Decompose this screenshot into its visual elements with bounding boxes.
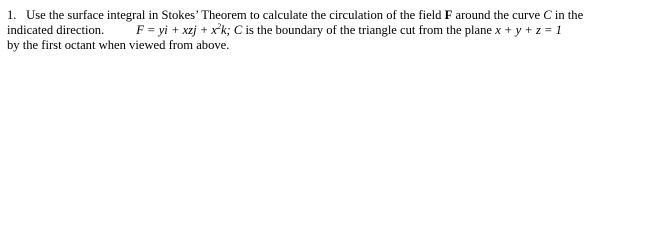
field-formula-end: k; C (220, 23, 243, 37)
problem-line-1 (7, 8, 643, 23)
field-formula (136, 23, 242, 37)
plane-equation: x + y + z = 1 (495, 23, 562, 37)
problem-intro-text: Use the surface integral in Stokes’ Theorem to calculate the circulation of the field (26, 8, 442, 22)
field-formula-exponent: 2 (216, 22, 221, 31)
problem-line-2 (7, 23, 643, 38)
direction-text: indicated direction. (7, 23, 105, 37)
field-symbol: F (444, 8, 453, 22)
boundary-text: is the boundary of the triangle cut from the plane (245, 23, 493, 37)
field-formula-main: F = yi + xzj + x (136, 23, 217, 37)
problem-line1-end: in the (554, 8, 584, 22)
octant-text: by the first octant when viewed from above. (7, 38, 230, 52)
curve-symbol: C (543, 8, 552, 22)
problem-statement (7, 8, 643, 53)
problem-number: 1. (7, 8, 17, 22)
problem-mid-text: around the curve (455, 8, 541, 22)
problem-line-3 (7, 38, 643, 53)
